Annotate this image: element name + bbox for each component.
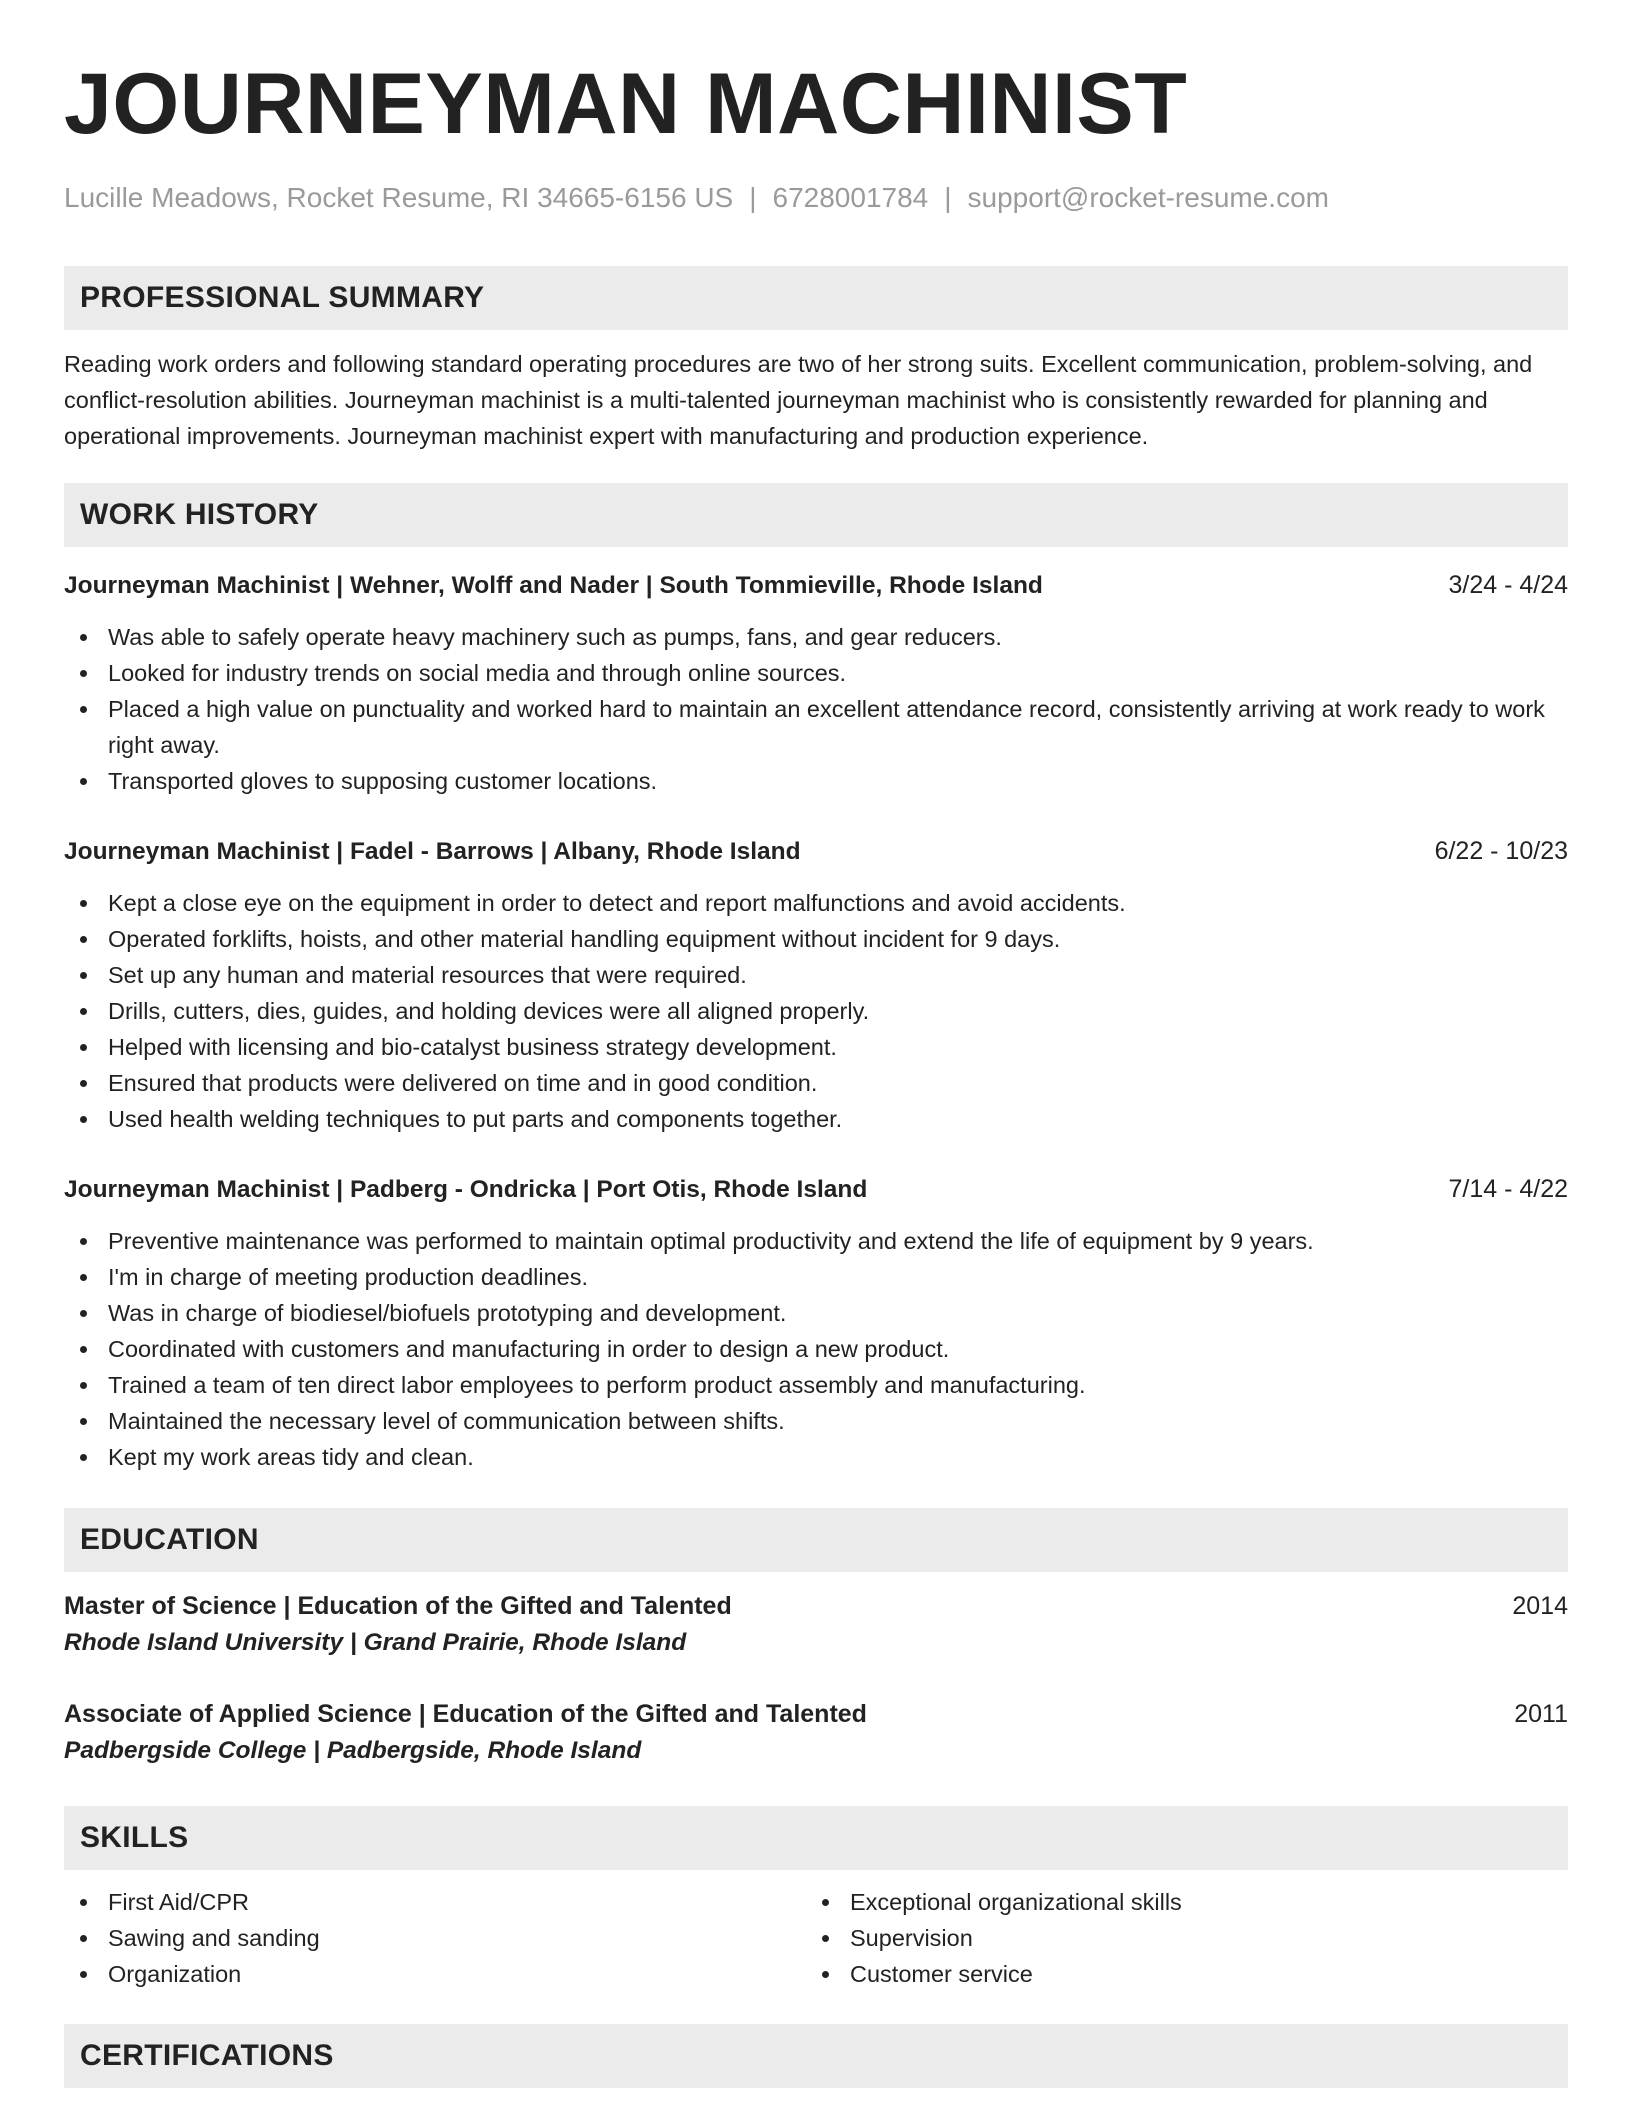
job-bullet <box>64 691 1568 763</box>
job-bullet-text: Drills, cutters, dies, guides, and holding devices were all aligned properly. <box>108 998 870 1024</box>
bullet-icon <box>80 1310 87 1317</box>
bullet-icon <box>80 972 87 979</box>
job-bullet-text: Preventive maintenance was performed to maintain optimal productivity and extend the life of equipment by 9 years. <box>108 1228 1314 1254</box>
skill-text: Sawing and sanding <box>108 1925 320 1951</box>
job-title: Journeyman Machinist | Wehner, Wolff and Nader | South Tommieville, Rhode Island <box>64 572 1043 599</box>
job-bullet-text: Was in charge of biodiesel/biofuels prototyping and development. <box>108 1300 787 1326</box>
job-bullet-text: Set up any human and material resources that were required. <box>108 962 747 988</box>
skill-item <box>64 1884 806 1920</box>
summary-text: Reading work orders and following standard operating procedures are two of her strong suits. Excellent communication, problem-solving, and conflict-resolution abilities. Journeyman machinist is a multi-talented journeyman machinist who is consistently rewarded for planning and operational improvements. Journeyman machinist expert with manufacturing and production experience. <box>64 351 1533 449</box>
job-bullet-text: Used health welding techniques to put parts and components together. <box>108 1106 843 1132</box>
job-bullet-text: Kept a close eye on the equipment in order to detect and report malfunctions and avoid accidents. <box>108 890 1126 916</box>
skill-item <box>64 1956 806 1992</box>
education-header <box>64 1588 1568 1624</box>
education-school: Padbergside College | Padbergside, Rhode Island <box>64 1737 642 1764</box>
bullet-icon <box>80 1454 87 1461</box>
job-bullet <box>64 1259 1568 1295</box>
bullet-icon <box>80 706 87 713</box>
job-bullet <box>64 1439 1568 1475</box>
job-entry <box>64 1171 1568 1475</box>
job-bullet <box>64 957 1568 993</box>
bullet-icon <box>80 1935 87 1942</box>
job-bullet <box>64 1331 1568 1367</box>
contact-separator: | <box>749 182 757 213</box>
job-bullet-text: Looked for industry trends on social media and through online sources. <box>108 660 847 686</box>
bullet-icon <box>80 778 87 785</box>
bullet-icon <box>822 1899 829 1906</box>
job-bullet-text: Was able to safely operate heavy machinery such as pumps, fans, and gear reducers. <box>108 624 1002 650</box>
bullet-icon <box>80 634 87 641</box>
bullet-icon <box>80 1080 87 1087</box>
skill-text: Exceptional organizational skills <box>850 1889 1182 1915</box>
job-bullets <box>64 1223 1568 1475</box>
skill-item <box>64 1920 806 1956</box>
job-bullet-text: Maintained the necessary level of communication between shifts. <box>108 1408 785 1434</box>
skill-text: Organization <box>108 1961 242 1987</box>
job-bullet <box>64 1029 1568 1065</box>
job-bullet-text: Transported gloves to supposing customer locations. <box>108 768 658 794</box>
section-header-work-history: WORK HISTORY <box>64 483 1568 547</box>
job-bullet <box>64 885 1568 921</box>
job-header <box>64 1171 1568 1208</box>
job-dates: 6/22 - 10/23 <box>1434 837 1568 865</box>
job-bullet <box>64 993 1568 1029</box>
job-bullet-text: Trained a team of ten direct labor employees to perform product assembly and manufacturing. <box>108 1372 1086 1398</box>
education-entry <box>64 1588 1568 1662</box>
job-bullet <box>64 655 1568 691</box>
candidate-name: JOURNEYMAN MACHINIST <box>64 56 1188 152</box>
bullet-icon <box>80 1044 87 1051</box>
job-bullet-text: Operated forklifts, hoists, and other material handling equipment without incident for 9 days. <box>108 926 1061 952</box>
bullet-icon <box>80 900 87 907</box>
contact-address: Lucille Meadows, Rocket Resume, RI 34665-6156 US <box>64 182 734 213</box>
job-title: Journeyman Machinist | Padberg - Ondricka | Port Otis, Rhode Island <box>64 1176 868 1203</box>
bullet-icon <box>80 1382 87 1389</box>
skills-column-left <box>64 1884 806 1992</box>
job-bullet-text: Placed a high value on punctuality and worked hard to maintain an excellent attendance record, consistently arriving at work ready to work right away. <box>108 696 1545 758</box>
job-bullet-text: Coordinated with customers and manufacturing in order to design a new product. <box>108 1336 950 1362</box>
bullet-icon <box>80 1418 87 1425</box>
bullet-icon <box>80 1274 87 1281</box>
job-title: Journeyman Machinist | Fadel - Barrows | Albany, Rhode Island <box>64 838 801 865</box>
skill-text: Customer service <box>850 1961 1033 1987</box>
section-header-skills: SKILLS <box>64 1806 1568 1870</box>
skills-list <box>64 1884 1568 1992</box>
job-bullet-text: Ensured that products were delivered on time and in good condition. <box>108 1070 818 1096</box>
section-header-summary: PROFESSIONAL SUMMARY <box>64 266 1568 330</box>
job-bullet <box>64 1295 1568 1331</box>
job-bullet <box>64 1223 1568 1259</box>
skill-text: Supervision <box>850 1925 973 1951</box>
education-year: 2014 <box>1512 1592 1568 1620</box>
job-bullet <box>64 1065 1568 1101</box>
job-entry <box>64 833 1568 1137</box>
skills-bullets <box>64 1884 806 1992</box>
job-bullet <box>64 619 1568 655</box>
skill-item <box>806 1884 1548 1920</box>
job-bullets <box>64 885 1568 1137</box>
bullet-icon <box>80 670 87 677</box>
job-bullet <box>64 763 1568 799</box>
education-school: Rhode Island University | Grand Prairie, Rhode Island <box>64 1629 687 1656</box>
skills-column-right <box>806 1884 1548 1992</box>
resume-page <box>64 54 1568 2088</box>
job-bullet-text: I'm in charge of meeting production deadlines. <box>108 1264 588 1290</box>
job-bullet <box>64 921 1568 957</box>
job-dates: 3/24 - 4/24 <box>1448 571 1568 599</box>
job-header <box>64 567 1568 604</box>
bullet-icon <box>80 1971 87 1978</box>
job-bullet-text: Kept my work areas tidy and clean. <box>108 1444 474 1470</box>
job-bullet <box>64 1101 1568 1137</box>
job-bullet-text: Helped with licensing and bio-catalyst business strategy development. <box>108 1034 837 1060</box>
contact-phone: 6728001784 <box>772 182 929 213</box>
education-degree: Associate of Applied Science | Education of the Gifted and Talented <box>64 1700 867 1728</box>
education-degree: Master of Science | Education of the Gifted and Talented <box>64 1592 732 1620</box>
skills-bullets <box>806 1884 1548 1992</box>
job-bullet <box>64 1367 1568 1403</box>
bullet-icon <box>822 1935 829 1942</box>
education-year: 2011 <box>1514 1700 1568 1728</box>
job-header <box>64 833 1568 870</box>
contact-separator: | <box>944 182 952 213</box>
job-entry <box>64 567 1568 799</box>
skill-item <box>806 1956 1548 1992</box>
contact-line <box>64 178 1568 218</box>
skill-text: First Aid/CPR <box>108 1889 250 1915</box>
job-bullets <box>64 619 1568 799</box>
job-dates: 7/14 - 4/22 <box>1448 1175 1568 1203</box>
contact-email: support@rocket-resume.com <box>967 182 1329 213</box>
job-bullet <box>64 1403 1568 1439</box>
bullet-icon <box>80 1008 87 1015</box>
bullet-icon <box>80 936 87 943</box>
bullet-icon <box>80 1238 87 1245</box>
section-header-certifications: CERTIFICATIONS <box>64 2024 1568 2088</box>
bullet-icon <box>80 1899 87 1906</box>
bullet-icon <box>80 1116 87 1123</box>
education-header <box>64 1696 1568 1732</box>
bullet-icon <box>80 1346 87 1353</box>
section-header-education: EDUCATION <box>64 1508 1568 1572</box>
education-entry <box>64 1696 1568 1770</box>
bullet-icon <box>822 1971 829 1978</box>
skill-item <box>806 1920 1548 1956</box>
